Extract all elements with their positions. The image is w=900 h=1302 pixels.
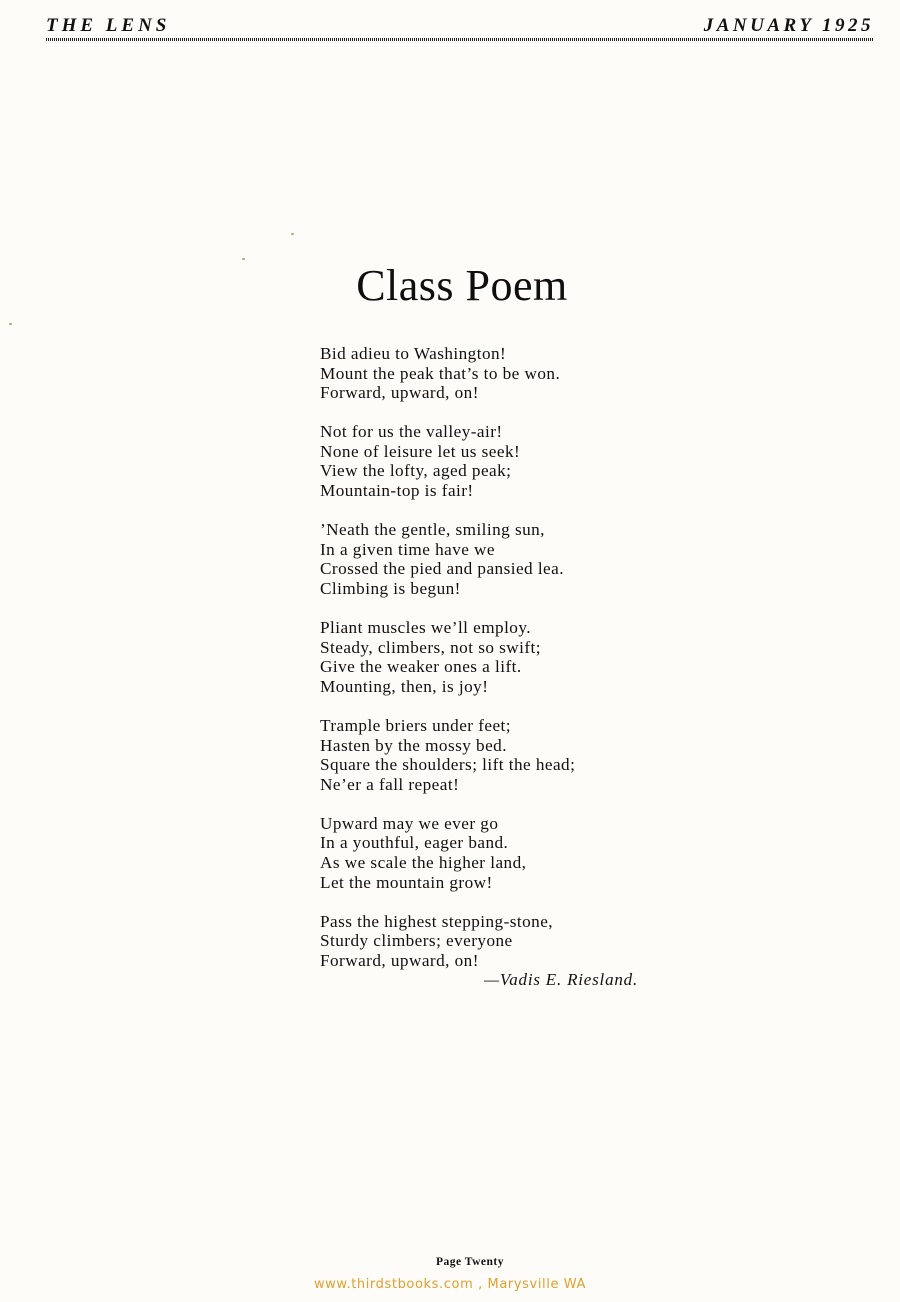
poem-stanza — [320, 912, 660, 971]
poem-line: Climbing is begun! — [320, 578, 461, 598]
poem-line: Crossed the pied and pansied lea. — [320, 559, 564, 579]
poem-line: Upward may we ever go — [320, 813, 499, 833]
poem-stanza — [320, 814, 660, 892]
poem-line: Pliant muscles we’ll employ. — [320, 618, 532, 638]
poem-line: Sturdy climbers; everyone — [320, 931, 513, 951]
poem-stanza — [320, 422, 660, 500]
poem-stanza — [320, 716, 660, 794]
poem-line: Square the shoulders; lift the head; — [320, 755, 576, 775]
poem-line: Forward, upward, on! — [320, 950, 479, 970]
poem-line: Let the mountain grow! — [320, 872, 493, 892]
poem-stanza — [320, 618, 660, 696]
source-link[interactable]: www.thirdstbooks.com , Marysville WA — [313, 1277, 587, 1292]
poem-line: Pass the highest stepping-stone, — [320, 911, 554, 931]
issue-date: JANUARY 1925 — [703, 15, 874, 36]
page-number: Page Twenty — [436, 1256, 504, 1268]
poem-line: Hasten by the mossy bed. — [320, 735, 507, 755]
poem-line: View the lofty, aged peak; — [320, 461, 512, 481]
poem-line: Mounting, then, is joy! — [320, 676, 489, 696]
poem-line: ’Neath the gentle, smiling sun, — [320, 520, 545, 540]
poem-line: In a given time have we — [320, 539, 495, 559]
poem-line: Forward, upward, on! — [320, 383, 479, 403]
running-header — [46, 14, 874, 40]
poem-body — [320, 344, 660, 990]
paper-speck — [291, 233, 294, 235]
poem-line: None of leisure let us seek! — [320, 441, 521, 461]
poem-line: Not for us the valley-air! — [320, 422, 503, 442]
poem-line: In a youthful, eager band. — [320, 833, 509, 853]
poem-line: Steady, climbers, not so swift; — [320, 637, 541, 657]
publication-name: THE LENS — [46, 15, 171, 36]
poem-line: Bid adieu to Washington! — [320, 344, 507, 363]
poem-attribution: —Vadis E. Riesland. — [484, 970, 639, 989]
poem-line: Ne’er a fall repeat! — [320, 774, 460, 794]
header-rule — [46, 38, 874, 41]
poem-stanza — [320, 520, 660, 598]
paper-speck — [9, 323, 12, 325]
poem-line: Mount the peak that’s to be won. — [320, 363, 561, 383]
poem-stanza — [320, 344, 660, 403]
poem-line: Trample briers under feet; — [320, 715, 512, 735]
poem-line: Give the weaker ones a lift. — [320, 657, 522, 677]
poem-title: Class Poem — [356, 261, 568, 310]
poem-line: As we scale the higher land, — [320, 852, 527, 872]
poem-line: Mountain-top is fair! — [320, 481, 474, 501]
